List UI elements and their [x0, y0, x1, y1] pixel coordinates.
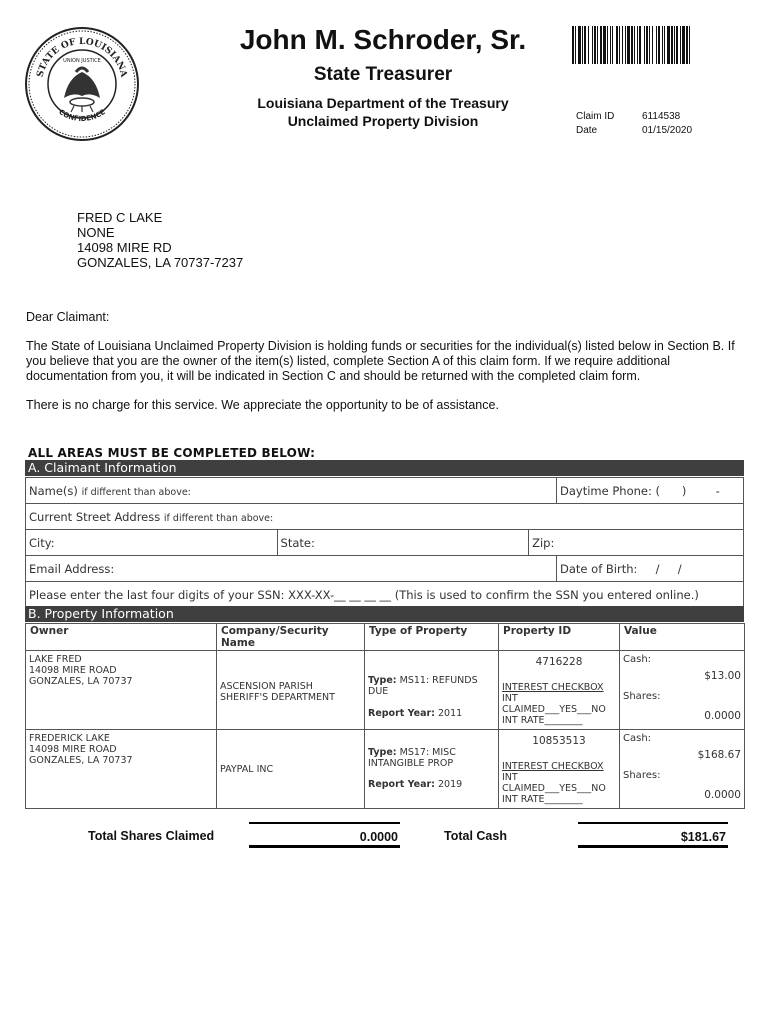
company-name: PAYPAL INC	[220, 764, 274, 775]
name-hint: if different than above:	[81, 486, 191, 498]
city-field[interactable]	[26, 530, 278, 556]
barcode-bar	[616, 26, 618, 64]
property-id-cell	[499, 651, 620, 730]
barcode	[572, 26, 744, 64]
barcode-bar	[592, 26, 593, 64]
type-cell	[365, 651, 499, 730]
report-year-label: Report Year:	[368, 779, 435, 790]
owner-city: GONZALES, LA 70737	[29, 676, 133, 687]
barcode-bar	[689, 26, 690, 64]
report-year: 2019	[438, 779, 463, 790]
barcode-bar	[603, 26, 606, 64]
department-name: Louisiana Department of the Treasury	[257, 95, 509, 111]
cash-label: Cash:	[623, 733, 652, 744]
col-type: Type of Property	[365, 624, 499, 651]
report-year: 2011	[438, 708, 463, 719]
letter-paragraph: The State of Louisiana Unclaimed Property Division is holding funds or securities for the individual(s) listed below in Section B. If you believe that you are the owner of the item(s) listed, complete Section A of this claim form. If we require additional documentation from you, it will be indicated in Section C and should be returned with the completed claim form.	[26, 339, 735, 383]
cash-label: Cash:	[623, 654, 652, 665]
owner-street: 14098 MIRE ROAD	[29, 665, 117, 676]
barcode-bar	[625, 26, 626, 64]
barcode-bar	[575, 26, 576, 64]
owner-city: GONZALES, LA 70737	[29, 755, 133, 766]
section-b-header: B. Property Information	[25, 606, 744, 622]
treasurer-name: John M. Schroder, Sr.	[239, 24, 527, 55]
barcode-bar	[682, 26, 685, 64]
barcode-bar	[578, 26, 581, 64]
owner-cell	[26, 651, 217, 730]
value-cell	[620, 651, 745, 730]
mailing-address	[77, 210, 243, 270]
barcode-bar	[680, 26, 681, 64]
col-value: Value	[620, 624, 745, 651]
type-value-2: INTANGIBLE PROP	[368, 758, 454, 769]
address-line: NONE	[77, 225, 115, 240]
claimant-info-table	[25, 477, 744, 608]
zip-label: Zip:	[532, 535, 555, 550]
barcode-bar	[686, 26, 688, 64]
street-label: Current Street Address	[29, 509, 161, 524]
col-property-id: Property ID	[499, 624, 620, 651]
phone-field[interactable]	[557, 478, 744, 504]
svg-text:UNION JUSTICE: UNION JUSTICE	[63, 58, 101, 64]
state-seal-logo	[24, 26, 140, 142]
barcode-bar	[572, 26, 574, 64]
city-label: City:	[29, 535, 55, 550]
type-value: MS11: REFUNDS DUE	[368, 675, 478, 697]
col-owner: Owner	[26, 624, 217, 651]
total-cash-label: Total Cash	[444, 829, 507, 843]
property-id: 10853513	[532, 735, 586, 747]
phone-label: Daytime Phone: ( ) -	[560, 483, 720, 498]
barcode-bar	[612, 26, 613, 64]
owner-name: LAKE FRED	[29, 654, 82, 665]
property-id-cell	[499, 730, 620, 809]
cash-value: $13.00	[704, 670, 741, 682]
property-id: 4716228	[535, 656, 583, 668]
barcode-bar	[594, 26, 596, 64]
interest-checkbox-label: INTEREST CHECKBOX	[502, 761, 604, 772]
type-label: Type:	[368, 675, 397, 686]
total-cash-value: $181.67	[578, 822, 728, 848]
claim-meta	[576, 110, 692, 138]
barcode-bar	[652, 26, 653, 64]
name-label: Name(s)	[29, 483, 78, 498]
int-rate-field[interactable]: INT RATE________	[502, 715, 583, 726]
barcode-bar	[649, 26, 650, 64]
shares-value: 0.0000	[704, 789, 741, 801]
table-row	[26, 651, 745, 730]
property-info-table	[25, 623, 745, 809]
type-label: Type:	[368, 747, 397, 758]
street-address-field[interactable]	[26, 504, 744, 530]
svg-text:STATE OF LOUISIANA: STATE OF LOUISIANA	[35, 36, 129, 79]
address-line: GONZALES, LA 70737-7237	[77, 255, 244, 270]
int-claimed-field[interactable]: INT CLAIMED___YES___NO	[502, 772, 606, 794]
value-cell	[620, 730, 745, 809]
barcode-bar	[631, 26, 633, 64]
ssn-text: Please enter the last four digits of your SSN: XXX-XX-__ __ __ __ (This is used to confirm the SSN you entered online.)	[29, 587, 699, 602]
barcode-bar	[662, 26, 663, 64]
letter-note: There is no charge for this service. We appreciate the opportunity to be of assistance.	[26, 398, 499, 412]
report-year-label: Report Year:	[368, 708, 435, 719]
barcode-bar	[622, 26, 623, 64]
state-label: State:	[280, 535, 315, 550]
total-shares-value: 0.0000	[249, 822, 400, 848]
company-cell	[217, 730, 365, 809]
shares-label: Shares:	[623, 691, 661, 702]
barcode-bar	[674, 26, 675, 64]
ssn-field[interactable]	[26, 582, 744, 608]
state-field[interactable]	[277, 530, 529, 556]
instructions-heading: ALL AREAS MUST BE COMPLETED BELOW:	[28, 446, 316, 460]
type-cell	[365, 730, 499, 809]
barcode-bar	[667, 26, 670, 64]
company-name: ASCENSION PARISH	[220, 681, 313, 692]
barcode-bar	[588, 26, 589, 64]
type-value: MS17: MISC	[399, 747, 456, 758]
int-rate-field[interactable]: INT RATE________	[502, 794, 583, 805]
barcode-bar	[639, 26, 641, 64]
division-name: Unclaimed Property Division	[287, 113, 479, 129]
barcode-bar	[607, 26, 608, 64]
dob-field[interactable]	[557, 556, 744, 582]
email-label: Email Address:	[29, 561, 115, 576]
barcode-bar	[582, 26, 583, 64]
letter-body	[26, 310, 744, 427]
int-claimed-field[interactable]: INT CLAIMED___YES___NO	[502, 693, 606, 715]
barcode-bar	[619, 26, 620, 64]
total-shares-label: Total Shares Claimed	[88, 829, 215, 843]
barcode-bar	[584, 26, 586, 64]
barcode-bar	[600, 26, 602, 64]
greeting: Dear Claimant:	[26, 310, 110, 324]
owner-name: FREDERICK LAKE	[29, 733, 110, 744]
barcode-bar	[637, 26, 638, 64]
owner-cell	[26, 730, 217, 809]
barcode-bar	[610, 26, 611, 64]
zip-field[interactable]	[529, 530, 744, 556]
date-label: Date	[576, 125, 598, 136]
shares-value: 0.0000	[704, 710, 741, 722]
barcode-bar	[658, 26, 660, 64]
company-cell	[217, 651, 365, 730]
barcode-bar	[644, 26, 645, 64]
barcode-bar	[634, 26, 635, 64]
address-line: 14098 MIRE RD	[77, 240, 172, 255]
claim-id-label: Claim ID	[576, 111, 615, 122]
barcode-bar	[646, 26, 648, 64]
office-title: State Treasurer	[313, 64, 453, 85]
claim-id-value: 6114538	[642, 111, 681, 122]
barcode-bar	[627, 26, 630, 64]
address-line: FRED C LAKE	[77, 210, 163, 225]
dob-label: Date of Birth: / /	[560, 561, 682, 576]
name-field[interactable]	[26, 478, 557, 504]
col-company: Company/Security Name	[217, 624, 365, 651]
interest-checkbox-label: INTEREST CHECKBOX	[502, 682, 604, 693]
table-row	[26, 730, 745, 809]
section-a-header: A. Claimant Information	[25, 460, 744, 476]
barcode-bar	[671, 26, 673, 64]
department-block	[170, 94, 596, 130]
owner-street: 14098 MIRE ROAD	[29, 744, 117, 755]
barcode-bar	[656, 26, 657, 64]
barcode-bar	[597, 26, 598, 64]
street-hint: if different than above:	[163, 512, 274, 524]
svg-text:CONFIDENCE: CONFIDENCE	[57, 107, 107, 124]
company-name-2: SHERIFF'S DEPARTMENT	[220, 692, 335, 703]
barcode-bar	[676, 26, 678, 64]
date-value: 01/15/2020	[642, 125, 693, 136]
shares-label: Shares:	[623, 770, 661, 781]
email-field[interactable]	[26, 556, 557, 582]
cash-value: $168.67	[697, 749, 741, 761]
barcode-bar	[664, 26, 665, 64]
